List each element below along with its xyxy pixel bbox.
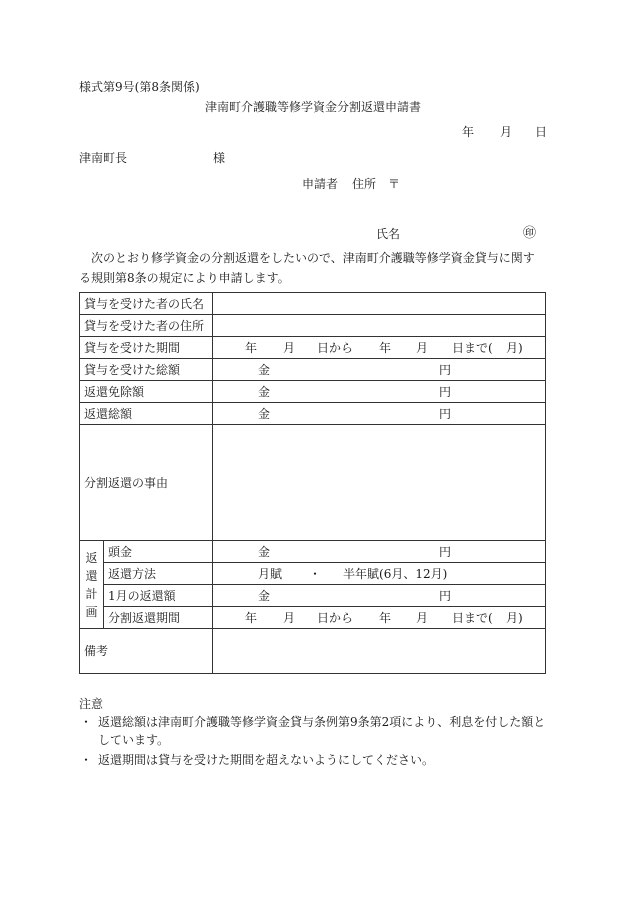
intro-line-1: 次のとおり修学資金の分割返還をしたいので、津南町介護職等修学資金貸与に関す — [91, 251, 535, 265]
name-label: 氏名 — [376, 227, 401, 241]
table-row — [80, 425, 546, 541]
honorific: 様 — [213, 151, 226, 165]
exemption-value[interactable] — [213, 381, 546, 403]
address-label: 住所 — [352, 177, 377, 191]
seal-mark: ㊞ — [523, 226, 537, 241]
method-half-yearly: 半年賦(6月、12月) — [343, 566, 448, 581]
method-monthly: 月賦 — [258, 566, 283, 581]
currency-yen: 円 — [439, 384, 452, 399]
reason-value[interactable] — [213, 425, 546, 541]
borrower-address-value[interactable] — [213, 315, 546, 337]
repayment-plan-label: 返 還 計 画 — [80, 541, 104, 629]
table-row — [80, 541, 546, 563]
period-until: 日まで( — [452, 610, 493, 625]
currency-kin: 金 — [258, 588, 271, 603]
note-bullet: ・ — [80, 753, 93, 767]
currency-kin: 金 — [258, 384, 271, 399]
period-month-2: 月 — [416, 340, 429, 355]
repayment-total-label: 返還総額 — [80, 403, 213, 425]
loan-total-value[interactable] — [213, 359, 546, 381]
split-period-label: 分割返還期間 — [104, 607, 213, 629]
table-row — [80, 563, 546, 585]
reason-label: 分割返還の事由 — [80, 425, 213, 541]
remarks-value[interactable] — [213, 629, 546, 674]
repayment-total-value[interactable] — [213, 403, 546, 425]
period-month-2: 月 — [416, 610, 429, 625]
remarks-label: 備考 — [80, 629, 213, 674]
period-from: 日から — [317, 340, 354, 355]
table-row — [80, 607, 546, 629]
date-year-label: 年 — [462, 125, 475, 139]
repayment-method-label: 返還方法 — [104, 563, 213, 585]
applicant-label: 申請者 — [302, 177, 339, 191]
table-row — [80, 359, 546, 381]
intro-line-2: る規則第8条の規定により申請します。 — [79, 271, 290, 285]
notes-title: 注意 — [79, 697, 104, 711]
period-until: 日まで( — [452, 340, 493, 355]
currency-kin: 金 — [258, 406, 271, 421]
form-number: 様式第9号(第8条関係) — [79, 80, 200, 94]
table-row — [80, 315, 546, 337]
currency-kin: 金 — [258, 544, 271, 559]
period-year-2: 年 — [379, 610, 392, 625]
postal-mark: 〒 — [388, 177, 401, 191]
currency-yen: 円 — [439, 362, 452, 377]
currency-kin: 金 — [258, 362, 271, 377]
period-year-1: 年 — [245, 340, 258, 355]
period-month-1: 月 — [283, 340, 296, 355]
split-period-value[interactable] — [213, 607, 546, 629]
application-form-table — [79, 292, 546, 674]
borrower-name-value[interactable] — [213, 293, 546, 315]
note-bullet: ・ — [80, 715, 93, 729]
repayment-method-value[interactable] — [213, 563, 546, 585]
exemption-label: 返還免除額 — [80, 381, 213, 403]
table-row — [80, 293, 546, 315]
monthly-amount-label: 1月の返還額 — [104, 585, 213, 607]
method-separator: ・ — [309, 566, 322, 581]
table-row — [80, 403, 546, 425]
period-months: 月) — [506, 340, 523, 355]
period-year-1: 年 — [245, 610, 258, 625]
note-2: 返還期間は貸与を受けた期間を超えないようにしてください。 — [98, 753, 435, 767]
date-month-label: 月 — [500, 125, 513, 139]
loan-period-value[interactable] — [213, 337, 546, 359]
period-month-1: 月 — [283, 610, 296, 625]
note-1-line-1: 返還総額は津南町介護職等修学資金貸与条例第9条第2項により、利息を付した額と — [98, 715, 546, 729]
down-payment-label: 頭金 — [104, 541, 213, 563]
currency-yen: 円 — [439, 544, 452, 559]
note-1-line-2: しています。 — [98, 733, 170, 747]
currency-yen: 円 — [439, 406, 452, 421]
document-title: 津南町介護職等修学資金分割返還申請書 — [205, 100, 422, 114]
currency-yen: 円 — [439, 588, 452, 603]
loan-period-label: 貸与を受けた期間 — [80, 337, 213, 359]
monthly-amount-value[interactable] — [213, 585, 546, 607]
addressee: 津南町長 — [79, 151, 128, 165]
table-row — [80, 585, 546, 607]
down-payment-value[interactable] — [213, 541, 546, 563]
period-year-2: 年 — [379, 340, 392, 355]
period-months: 月) — [506, 610, 523, 625]
table-row — [80, 337, 546, 359]
date-day-label: 日 — [535, 125, 548, 139]
borrower-address-label: 貸与を受けた者の住所 — [80, 315, 213, 337]
borrower-name-label: 貸与を受けた者の氏名 — [80, 293, 213, 315]
table-row — [80, 381, 546, 403]
loan-total-label: 貸与を受けた総額 — [80, 359, 213, 381]
table-row — [80, 629, 546, 674]
period-from: 日から — [317, 610, 354, 625]
